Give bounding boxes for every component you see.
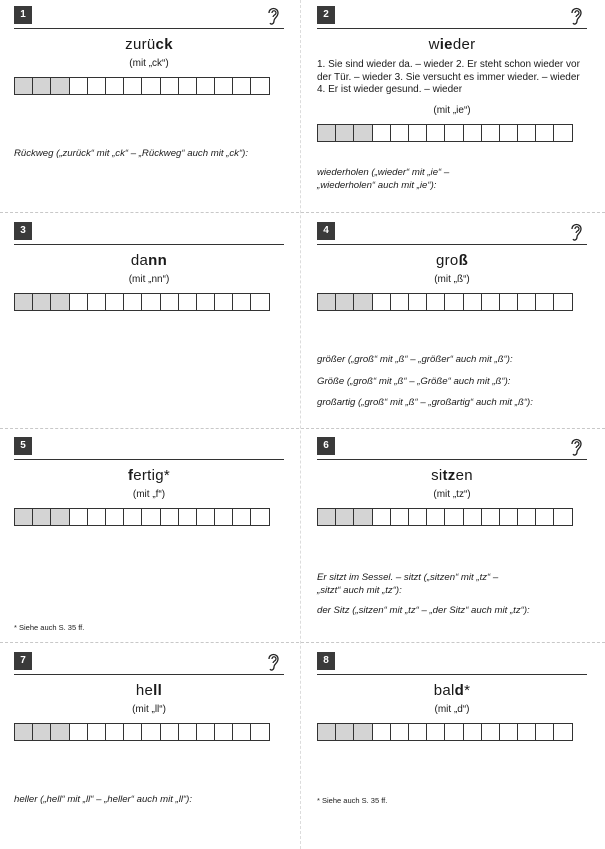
- card-number: 4: [317, 222, 335, 240]
- ear-icon: [569, 222, 583, 242]
- task-line: Größe („groß“ mit „ß“ – „Größe“ auch mit „ß“):: [317, 376, 511, 387]
- target-word: sitzen: [431, 467, 473, 484]
- target-word: zurück: [125, 36, 173, 53]
- spelling-hint: (mit „nn“): [128, 274, 170, 285]
- card-header: [14, 222, 284, 245]
- card-header: [317, 222, 587, 245]
- letter-boxes: [14, 723, 284, 741]
- spelling-hint: (mit „f“): [132, 489, 166, 500]
- card-number: 6: [317, 437, 335, 455]
- card-1: [14, 6, 284, 159]
- card-3: [14, 222, 284, 311]
- task-line: Rückweg („zurück“ mit „ck“ – „Rückweg“ auch mit „ck“):: [14, 148, 249, 159]
- row-separator: [0, 642, 605, 643]
- row-separator: [0, 212, 605, 213]
- card-8: [317, 652, 587, 805]
- letter-boxes: [317, 508, 587, 526]
- task-line: der Sitz („sitzen“ mit „tz“ – „der Sitz“ auch mit „tz“):: [317, 605, 530, 616]
- card-number: 5: [14, 437, 32, 455]
- card-5: [14, 437, 284, 632]
- target-word: groß: [435, 252, 469, 269]
- row-separator: [0, 428, 605, 429]
- ear-icon: [266, 652, 280, 672]
- example-sentences: 1. Sie sind wieder da. – wieder 2. Er steht schon wieder vor der Tür. – wieder 3. Sie versucht es immer wieder. – wieder 4. Er ist wieder gesund. – wieder: [317, 59, 580, 95]
- task-line: Er sitzt im Sessel. – sitzt („sitzen“ mit „tz“ – „sitzt“ auch mit „tz“):: [317, 572, 499, 596]
- card-header: [14, 652, 284, 675]
- spelling-hint: (mit „ll“): [132, 704, 166, 715]
- card-4: [317, 222, 587, 408]
- card-header: [14, 437, 284, 460]
- footnote: * Siehe auch S. 35 ff.: [14, 623, 85, 632]
- spelling-hint: (mit „tz“): [433, 489, 471, 500]
- target-word: fertig*: [127, 467, 171, 484]
- task-line: großartig („groß“ mit „ß“ – „großartig“ auch mit „ß“):: [317, 397, 533, 408]
- card-6: [317, 437, 587, 616]
- column-separator: [300, 0, 301, 849]
- card-header: [14, 6, 284, 29]
- task-line: heller („hell“ mit „ll“ – „heller“ auch mit „ll“):: [14, 794, 193, 805]
- spelling-hint: (mit „d“): [434, 704, 470, 715]
- card-number: 2: [317, 6, 335, 24]
- letter-boxes: [14, 293, 284, 311]
- card-7: [14, 652, 284, 805]
- card-number: 3: [14, 222, 32, 240]
- card-header: [317, 437, 587, 460]
- letter-boxes: [14, 508, 284, 526]
- target-word: bald*: [433, 682, 471, 699]
- card-header: [317, 652, 587, 675]
- task-line: wiederholen („wieder“ mit „ie“ – „wiederholen“ auch mit „ie“):: [317, 167, 450, 191]
- spelling-hint: (mit „ß“): [434, 274, 470, 285]
- spelling-hint: (mit „ie“): [433, 104, 471, 116]
- footnote: * Siehe auch S. 35 ff.: [317, 796, 388, 805]
- ear-icon: [569, 437, 583, 457]
- letter-boxes: [317, 293, 587, 311]
- card-2: [317, 6, 587, 191]
- letter-boxes: [317, 124, 587, 142]
- card-number: 7: [14, 652, 32, 670]
- target-word: hell: [135, 682, 163, 699]
- card-number: 8: [317, 652, 335, 670]
- ear-icon: [266, 6, 280, 26]
- card-header: [317, 6, 587, 29]
- target-word: wieder: [428, 36, 476, 53]
- target-word: dann: [130, 252, 168, 269]
- letter-boxes: [317, 723, 587, 741]
- card-number: 1: [14, 6, 32, 24]
- ear-icon: [569, 6, 583, 26]
- spelling-hint: (mit „ck“): [129, 58, 169, 69]
- letter-boxes: [14, 77, 284, 95]
- task-line: größer („groß“ mit „ß“ – „größer“ auch mit „ß“):: [317, 354, 513, 365]
